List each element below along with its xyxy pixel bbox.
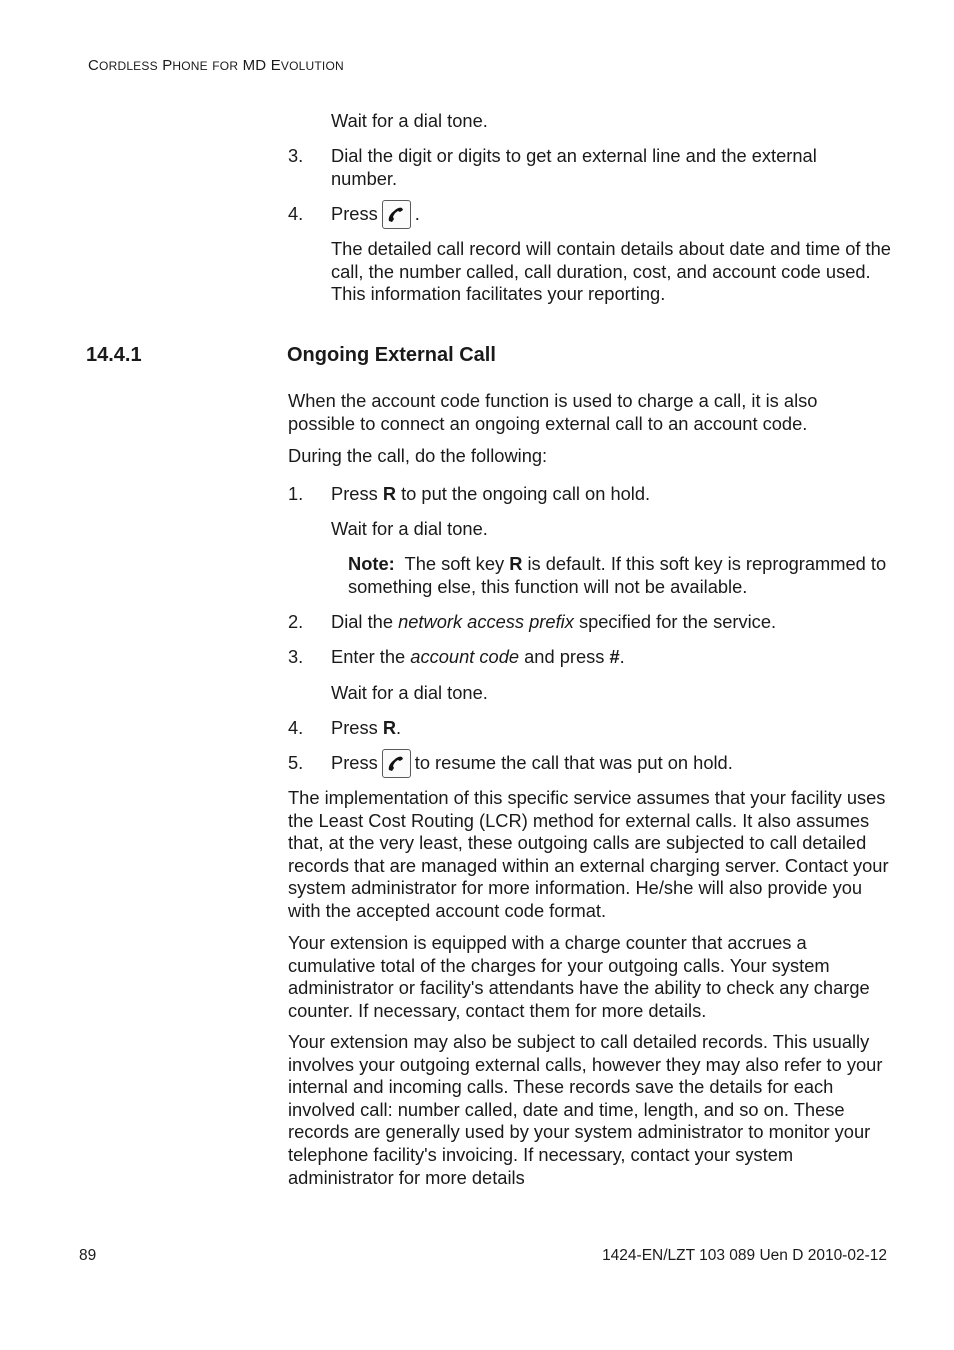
- step-2-number: 2.: [288, 611, 304, 632]
- section-title: Ongoing External Call: [287, 344, 496, 366]
- charge-counter-paragraph: Your extension is equipped with a charge counter that accrues a cumulative total of the charges for your outgoing calls. Your system administrator or facility's attendants have the ability to check any charge counter. If necessary, contact them for more details.: [288, 932, 870, 1021]
- step-3-number: 3.: [288, 145, 304, 166]
- step-4-text: Press .: [331, 203, 420, 227]
- intro-instruction: During the call, do the following:: [288, 445, 548, 466]
- page-number: 89: [79, 1247, 97, 1264]
- wait-dial-tone-3: Wait for a dial tone.: [331, 682, 488, 703]
- step-1-text: Press R to put the ongoing call on hold.: [331, 483, 651, 504]
- call-records-paragraph: Your extension may also be subject to call detailed records. This usually involves your outgoing external calls, however they may also refer to your internal and incoming calls. These records save the details for each involved call: number called, date and time, length, and so on. These records are generally used by your system administrator to monitor your telephone facility's invoicing. If necessary, contact your system administrator for more details: [288, 1031, 883, 1188]
- note-block: Note: The soft key R is default. If this soft key is reprogrammed to something else, this function will not be available.: [348, 553, 887, 597]
- phone-handset-icon: [382, 749, 411, 778]
- wait-dial-tone-2: Wait for a dial tone.: [331, 518, 488, 539]
- step-3b-text: Enter the account code and press #.: [331, 646, 625, 667]
- step-4b-number: 4.: [288, 717, 304, 738]
- step-4-number: 4.: [288, 203, 304, 224]
- step-5-text: Press to resume the call that was put on hold.: [331, 752, 733, 776]
- record-description: The detailed call record will contain details about date and time of the call, the number called, call duration, cost, and account code used. This information facilitates your reporting.: [331, 238, 891, 305]
- step-2-text: Dial the network access prefix specified for the service.: [331, 611, 777, 632]
- lcr-paragraph: The implementation of this specific service assumes that your facility uses the Least Cost Routing (LCR) method for external calls. It also assumes that, at the very least, these outgoing calls are subjected to call detailed records that are managed within an external charging server. Contact your system administrator for more information. He/she will also provide you with the accepted account code format.: [288, 787, 889, 921]
- step-4b-text: Press R.: [331, 717, 402, 738]
- document-reference: 1424-EN/LZT 103 089 Uen D 2010-02-12: [602, 1247, 887, 1264]
- section-number: 14.4.1: [86, 344, 142, 366]
- wait-dial-tone-1: Wait for a dial tone.: [331, 110, 488, 131]
- phone-handset-icon: [382, 200, 411, 229]
- step-3-text: Dial the digit or digits to get an external line and the external number.: [331, 145, 817, 189]
- step-3b-number: 3.: [288, 646, 304, 667]
- running-header: CORDLESS PHONE FOR MD EVOLUTION: [88, 57, 344, 74]
- intro-paragraph: When the account code function is used to charge a call, it is also possible to connect an ongoing external call to an account code.: [288, 390, 818, 434]
- step-5-number: 5.: [288, 752, 304, 773]
- step-1-number: 1.: [288, 483, 304, 504]
